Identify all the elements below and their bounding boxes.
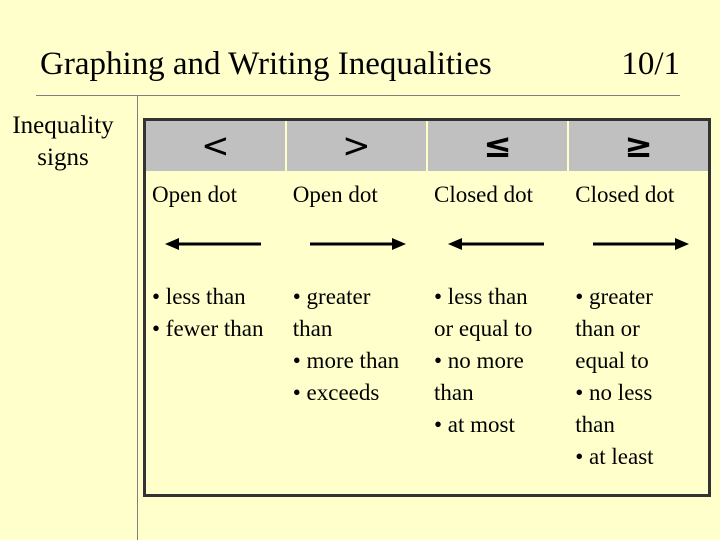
side-label [0,110,126,174]
arrow-row [145,218,710,270]
description-line: than [575,412,615,437]
description-line: • at least [575,444,654,469]
dot-type: Closed dot [427,172,568,218]
inequality-table [143,118,711,497]
description-line: • no less [575,380,653,405]
description-line: • no more [434,348,524,373]
description-line: • fewer than [152,316,264,341]
description-line: • less than [152,284,246,309]
description-row [145,270,710,496]
description-line: than or [575,316,640,341]
description-line: • more than [292,348,400,373]
dot-type: Open dot [286,172,427,218]
description-line: • greater [575,284,653,309]
sign-less-than: < [145,120,286,173]
sign-greater-or-equal: ≥ [568,120,709,173]
page-title: Graphing and Writing Inequalities [40,46,492,82]
description-line: equal to [575,348,649,373]
arrow-left-icon [448,234,548,254]
side-label-line: signs [37,144,89,171]
description-line: than [434,380,474,405]
description-cell [427,270,568,496]
description-line: • exceeds [292,380,380,405]
arrow-right-icon [589,234,689,254]
arrow-cell [427,218,568,270]
description-line: • less than [434,284,528,309]
side-divider [137,95,138,540]
description-cell [568,270,709,496]
dot-type: Open dot [145,172,286,218]
description-line: than [292,316,333,341]
title-divider [36,95,680,96]
arrow-cell [286,218,427,270]
description-line: • greater [292,284,371,309]
sign-greater-than: > [286,120,427,173]
date-label: 10/1 [621,46,680,82]
side-label-line: Inequality [12,112,114,139]
arrow-cell [568,218,709,270]
description-line: or equal to [434,316,533,341]
sign-less-or-equal: ≤ [427,120,568,173]
description-cell [286,270,427,496]
description-line: • at most [434,412,515,437]
dot-type: Closed dot [568,172,709,218]
dot-row [145,172,710,218]
arrow-right-icon [306,234,406,254]
arrow-cell [145,218,286,270]
description-cell [145,270,286,496]
arrow-left-icon [165,234,265,254]
sign-row [145,120,710,173]
